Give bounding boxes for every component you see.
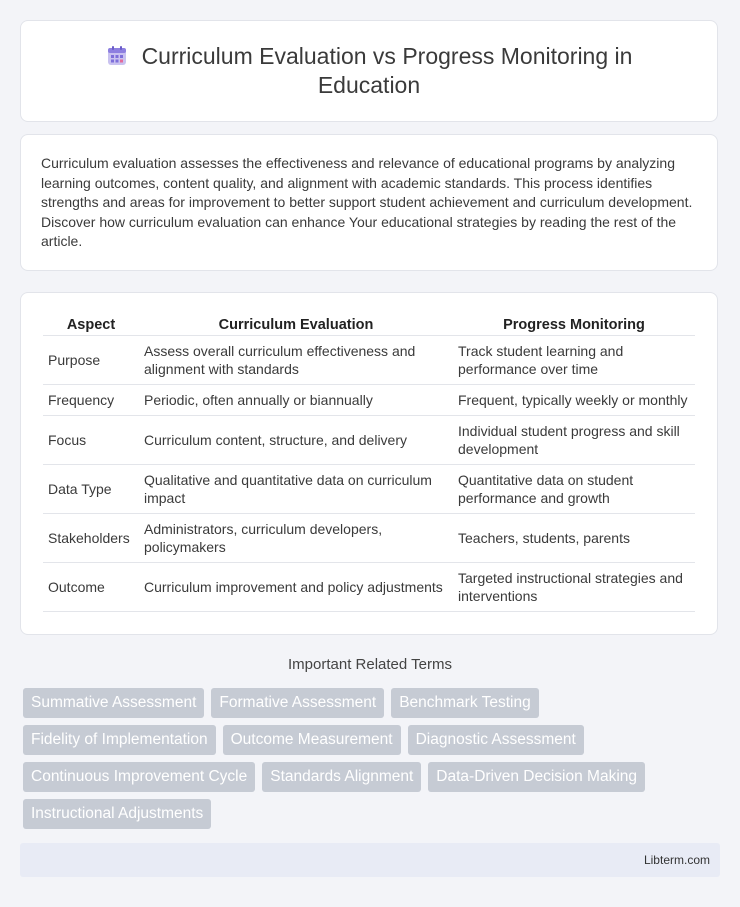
related-term-tag[interactable]: Fidelity of Implementation	[23, 725, 216, 755]
cell-curriculum-evaluation: Periodic, often annually or biannually	[139, 385, 453, 416]
intro-text: Curriculum evaluation assesses the effectiveness and relevance of educational programs by analyzing learning outcomes, content quality, and alignment with academic standards. This process identifies strengths and areas for improvement to better support student achievement and curriculum development. Discover how curriculum evaluation can enhance Your educational strategies by reading the rest of the article.	[41, 155, 693, 249]
related-term-tag[interactable]: Formative Assessment	[211, 688, 384, 718]
related-term-tag[interactable]: Standards Alignment	[262, 762, 421, 792]
header-curriculum-evaluation: Curriculum Evaluation	[139, 309, 453, 336]
comparison-table-card	[20, 292, 718, 635]
footer	[20, 843, 720, 877]
table-header-row	[43, 309, 695, 336]
related-term-tag[interactable]: Benchmark Testing	[391, 688, 539, 718]
related-terms-heading: Important Related Terms	[288, 656, 452, 673]
table-row	[43, 514, 695, 563]
cell-aspect: Frequency	[43, 385, 139, 416]
cell-aspect: Data Type	[43, 465, 139, 514]
cell-progress-monitoring: Track student learning and performance over time	[453, 336, 695, 385]
cell-progress-monitoring: Teachers, students, parents	[453, 514, 695, 563]
header-progress-monitoring: Progress Monitoring	[453, 309, 695, 336]
cell-progress-monitoring: Quantitative data on student performance and growth	[453, 465, 695, 514]
cell-curriculum-evaluation: Curriculum content, structure, and delivery	[139, 416, 453, 465]
header-aspect: Aspect	[43, 309, 139, 336]
table-row	[43, 336, 695, 385]
cell-progress-monitoring: Individual student progress and skill development	[453, 416, 695, 465]
related-term-tag[interactable]: Summative Assessment	[23, 688, 204, 718]
cell-curriculum-evaluation: Assess overall curriculum effectiveness and alignment with standards	[139, 336, 453, 385]
related-term-tag[interactable]: Instructional Adjustments	[23, 799, 211, 829]
table-row	[43, 563, 695, 612]
cell-curriculum-evaluation: Administrators, curriculum developers, policymakers	[139, 514, 453, 563]
table-row	[43, 385, 695, 416]
intro-card	[20, 134, 718, 271]
table-row	[43, 416, 695, 465]
related-term-tag[interactable]: Diagnostic Assessment	[408, 725, 584, 755]
cell-curriculum-evaluation: Qualitative and quantitative data on curriculum impact	[139, 465, 453, 514]
related-term-tag[interactable]: Outcome Measurement	[223, 725, 401, 755]
cell-progress-monitoring: Frequent, typically weekly or monthly	[453, 385, 695, 416]
page-title: Curriculum Evaluation vs Progress Monitoring in Education	[141, 43, 633, 98]
cell-aspect: Focus	[43, 416, 139, 465]
cell-aspect: Purpose	[43, 336, 139, 385]
title-card	[20, 20, 718, 122]
related-term-tag[interactable]: Continuous Improvement Cycle	[23, 762, 255, 792]
calendar-icon	[106, 45, 128, 67]
cell-curriculum-evaluation: Curriculum improvement and policy adjustments	[139, 563, 453, 612]
cell-aspect: Stakeholders	[43, 514, 139, 563]
page-title-wrap	[69, 42, 669, 100]
cell-aspect: Outcome	[43, 563, 139, 612]
related-terms-list	[23, 688, 723, 829]
footer-site-link[interactable]: Libterm.com	[643, 853, 710, 867]
comparison-table	[43, 309, 695, 612]
table-row	[43, 465, 695, 514]
related-term-tag[interactable]: Data-Driven Decision Making	[428, 762, 645, 792]
cell-progress-monitoring: Targeted instructional strategies and interventions	[453, 563, 695, 612]
